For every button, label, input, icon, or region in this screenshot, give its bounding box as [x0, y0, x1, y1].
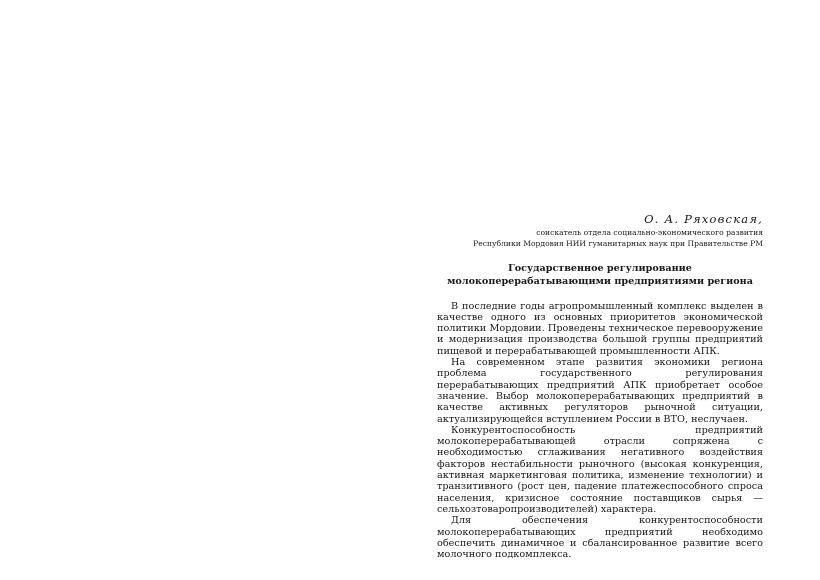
- author-affiliation-line-1: соискатель отдела социально-экономического развития: [536, 228, 763, 237]
- author-affiliation-line-2: Республики Мордовия НИИ гуманитарных наук при Правительстве РМ: [473, 238, 763, 248]
- article-title-line-1: Государственное регулирование: [508, 263, 692, 274]
- article-title-line-2: молокоперерабатывающими предприятиями региона: [447, 275, 753, 287]
- author-block: [437, 212, 763, 249]
- article-body: [437, 301, 763, 561]
- author-name: О. А. Ряховская,: [644, 212, 763, 226]
- article-title: [437, 263, 763, 289]
- paragraph-3: Конкурентоспособность предприятий молокоперерабатывающей отрасли сопряжена с необходимостью сглаживания негативного воздействия факторов нестабильности рыночного (высокая конкуренция, активная маркетинговая политика, изменение технологии) и транзитивного (рост цен, падение платежеспособного спроса населения, кризисное состояние поставщиков сырья — сельхозтоваропроизводителей) характера.: [437, 424, 763, 515]
- article-column: [437, 212, 763, 560]
- paragraph-1: В последние годы агропромышленный комплекс выделен в качестве одного из основных приоритетов экономической политики Мордовии. Проведены техническое перевооружение и модернизация производства большой группы предприятий пищевой и перерабатывающей промышленности АПК.: [437, 300, 763, 357]
- paragraph-4: Для обеспечения конкурентоспособности молокоперерабатывающих предприятий необходимо обеспечить динамичное и сбалансированное развитие всего молочного подкомплекса.: [437, 515, 763, 561]
- paragraph-2: На современном этапе развития экономики региона проблема государственного регулирования перерабатывающих предприятий АПК приобретает особое значение. Выбор молокоперерабатывающих предприятий в качестве активных регуляторов рыночной ситуации, актуализирующейся вступлением России в ВТО, неслучаен.: [437, 357, 763, 425]
